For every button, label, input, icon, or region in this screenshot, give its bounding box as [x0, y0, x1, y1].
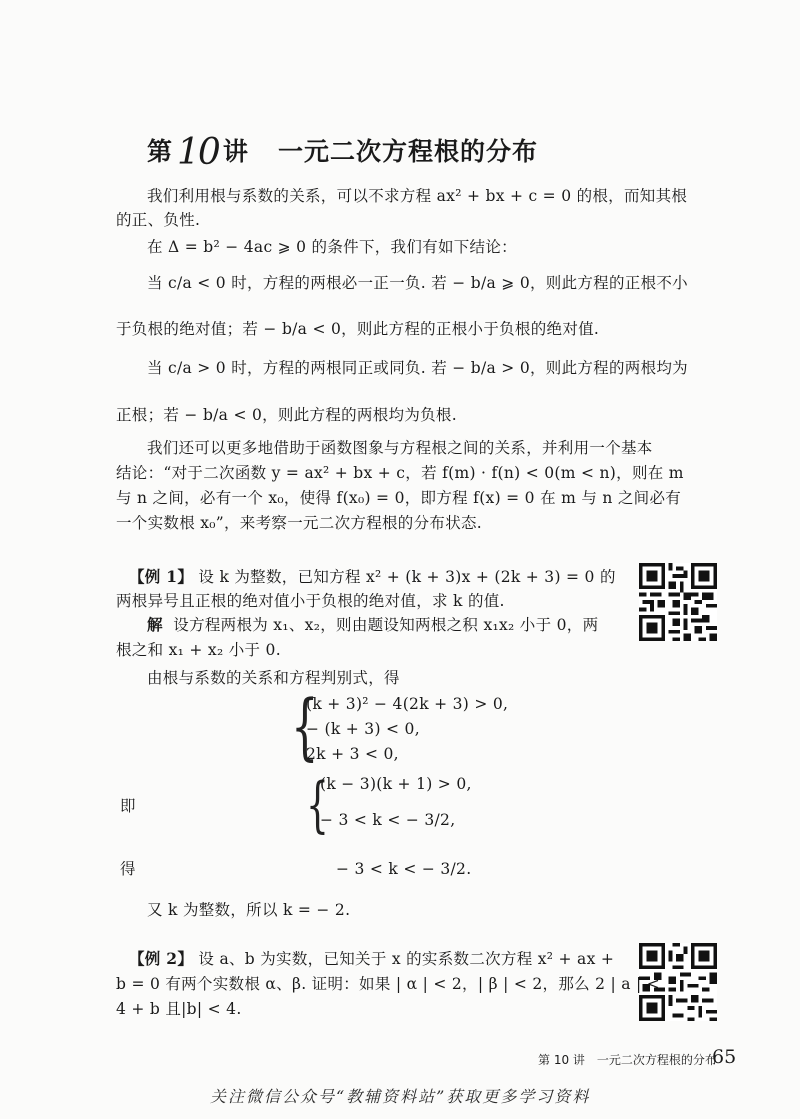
example1-line2: 两根异号且正根的绝对值小于负根的绝对值，求 k 的值. [116, 592, 505, 610]
intro-c1-line1: 当 c/a < 0 时，方程的两根必一正一负. 若 − b/a ⩾ 0，则此方程的正根不小 [147, 274, 688, 292]
example2-line1: 设 a、b 为实数，已知关于 x 的实系数二次方程 x² + ax + [198, 950, 615, 968]
example1-statement-line1 [129, 566, 616, 588]
intro-p3-line4: 一个实数根 x₀”，来考察一元二次方程根的分布状态. [116, 514, 483, 532]
example1-solution-line2: 根之和 x₁ + x₂ 小于 0. [116, 641, 281, 659]
sys1-row2: − (k + 3) < 0, [306, 720, 420, 738]
intro-p3-line2: 结论：“对于二次函数 y = ax² + bx + c，若 f(m) · f(n) < 0(m < n)，则在 m [116, 464, 684, 482]
intro-c2-line2: 正根；若 − b/a < 0，则此方程的两根均为负根. [116, 406, 457, 424]
example2-statement-line1 [129, 948, 614, 970]
example1-solution-line3: 由根与系数的关系和方程判别式，得 [147, 669, 400, 687]
intro-p1-line1: 我们利用根与系数的关系，可以不求方程 ax² + bx + c = 0 的根，而知其根 [147, 187, 688, 205]
example1-conclusion: 又 k 为整数，所以 k = − 2. [147, 901, 351, 919]
intro-p3-line3: 与 n 之间，必有一个 x₀，使得 f(x₀) = 0，即方程 f(x) = 0 在 m 与 n 之间必有 [116, 489, 682, 507]
example2-label: 【例 2】 [129, 949, 194, 968]
sys2-row2: − 3 < k < − 3/2, [320, 811, 456, 829]
sys2-row1: (k − 3)(k + 1) > 0, [320, 775, 472, 793]
sys1-row3: 2k + 3 < 0, [306, 745, 399, 763]
label-ji: 即 [120, 797, 136, 815]
result: − 3 < k < − 3/2. [336, 860, 472, 878]
qr-code-example1[interactable] [639, 563, 717, 641]
chapter-prefix: 第 [147, 137, 174, 166]
example1-label: 【例 1】 [129, 567, 194, 586]
example1-line1: 设 k 为整数，已知方程 x² + (k + 3)x + (2k + 3) = 0 的 [198, 568, 616, 586]
page-number: 65 [712, 1046, 737, 1068]
chapter-title [147, 128, 538, 173]
solution-text: 设方程两根为 x₁、x₂，则由题设知两根之积 x₁x₂ 小于 0，两 [173, 616, 599, 634]
chapter-suffix: 讲 [222, 137, 249, 166]
watermark-text: 关注微信公众号“教辅资料站”获取更多学习资料 [210, 1087, 591, 1106]
sys1-row1: (k + 3)² − 4(2k + 3) > 0, [306, 695, 509, 713]
example2-line2: b = 0 有两个实数根 α、β. 证明：如果 | α | < 2，| β | < 2，那么 2 | a | < [116, 975, 661, 993]
brace-system1: { [291, 684, 319, 768]
running-title: 第 10 讲 一元二次方程根的分布 [538, 1053, 717, 1067]
chapter-name: 一元二次方程根的分布 [277, 137, 538, 166]
solution-label: 解 [147, 615, 163, 634]
intro-c1-line2: 于负根的绝对值；若 − b/a < 0，则此方程的正根小于负根的绝对值. [116, 320, 600, 338]
label-de: 得 [120, 860, 136, 878]
intro-c2-line1: 当 c/a > 0 时，方程的两根同正或同负. 若 − b/a > 0，则此方程的两根均为 [147, 359, 688, 377]
chapter-number: 10 [177, 132, 219, 173]
example2-line3: 4 + b 且|b| < 4. [116, 1000, 242, 1018]
brace-system2: { [306, 770, 329, 840]
example1-solution-line1 [147, 614, 598, 636]
intro-p1-line2: 的正、负性. [116, 211, 201, 229]
intro-p2: 在 Δ = b² − 4ac ⩾ 0 的条件下，我们有如下结论： [147, 238, 517, 256]
intro-p3-line1: 我们还可以更多地借助于函数图象与方程根之间的关系，并利用一个基本 [147, 439, 653, 457]
